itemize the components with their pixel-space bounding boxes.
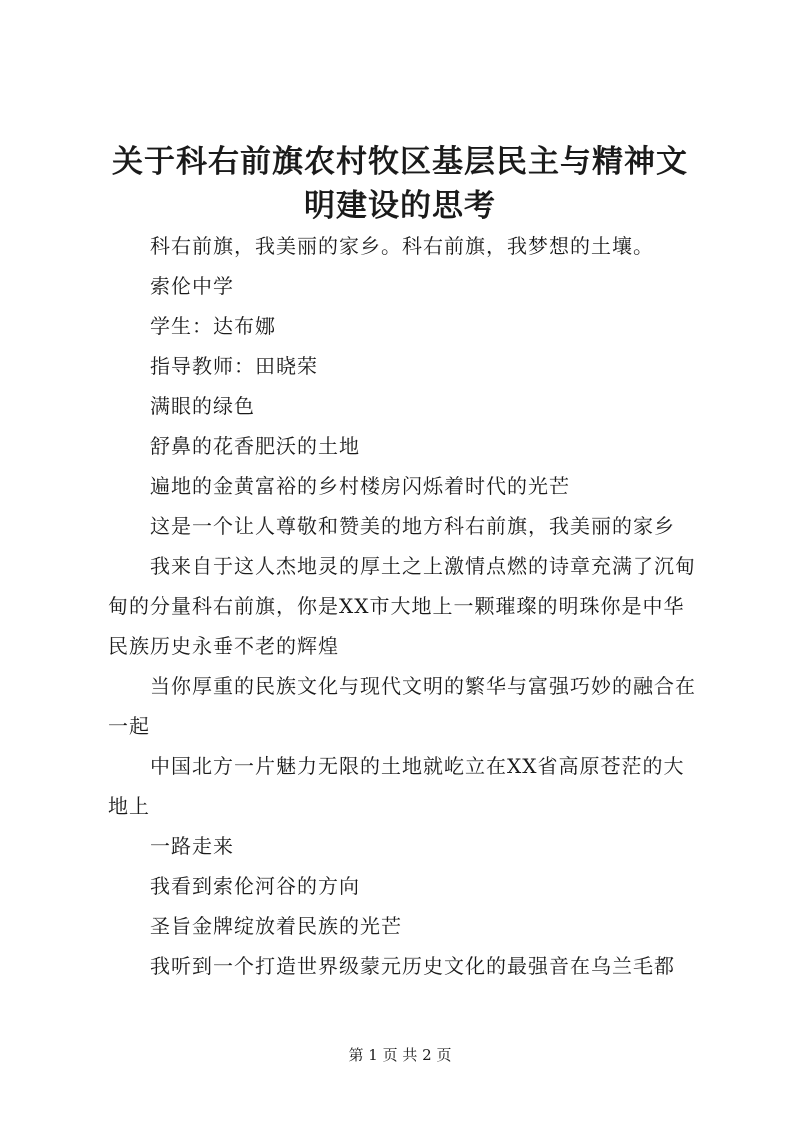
document-title: 关于科右前旗农村牧区基层民主与精神文明建设的思考 [112,144,688,224]
paragraph: 满眼的绿色 [150,394,255,418]
paragraph: 指导教师：田晓荣 [150,354,318,378]
page-footer: 第 1 页 共 2 页 [348,1046,452,1064]
paragraph: 我来自于这人杰地灵的厚土之上激情点燃的诗章充满了沉甸甸的分量科右前旗，你是XX市大地上一颗璀璨的明珠你是中华民族历史永垂不老的辉煌 [108,554,696,658]
document-body [108,226,704,986]
paragraph: 一路走来 [150,834,234,858]
paragraph: 中国北方一片魅力无限的土地就屹立在XX省高原苍茫的大地上 [108,754,685,818]
paragraph: 遍地的金黄富裕的乡村楼房闪烁着时代的光芒 [150,474,570,498]
paragraph: 学生：达布娜 [150,314,276,338]
paragraph: 科右前旗，我美丽的家乡。科右前旗，我梦想的土壤。 [150,234,654,258]
paragraph: 当你厚重的民族文化与现代文明的繁华与富强巧妙的融合在一起 [108,674,696,738]
paragraph: 舒鼻的花香肥沃的土地 [150,434,360,458]
paragraph: 索伦中学 [150,274,234,298]
paragraph: 我听到一个打造世界级蒙元历史文化的最强音在乌兰毛都 [150,954,675,978]
paragraph: 圣旨金牌绽放着民族的光芒 [150,914,402,938]
paragraph: 我看到索伦河谷的方向 [150,874,360,898]
paragraph: 这是一个让人尊敬和赞美的地方科右前旗，我美丽的家乡 [150,514,675,538]
